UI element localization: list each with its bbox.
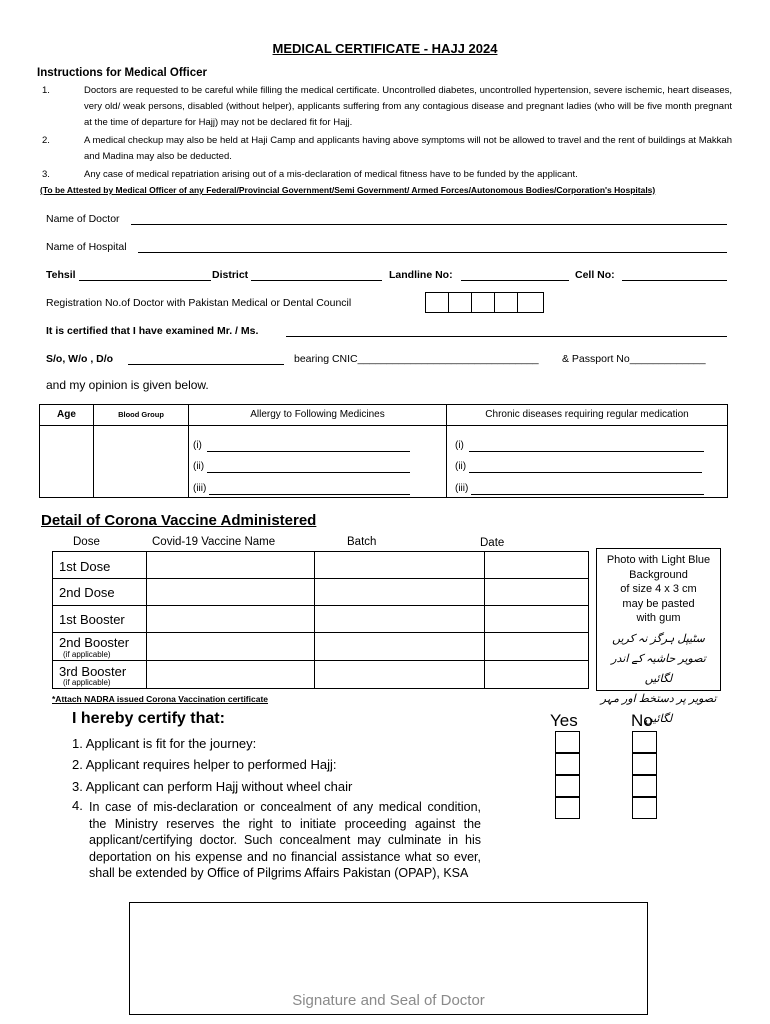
vaccine-name-cell[interactable] (146, 551, 315, 579)
doctor-name-field[interactable] (131, 224, 727, 225)
district-label: District (212, 269, 249, 281)
allergy-header: Allergy to Following Medicines (250, 409, 385, 420)
district-field[interactable] (251, 280, 382, 281)
certify-item-fit: 1. Applicant is fit for the journey: (72, 736, 257, 751)
instruction-number: 1. (42, 85, 50, 96)
dose-label-cell (52, 660, 147, 689)
urdu-instruction-line: تصویر حاشیہ کے اندر لگائیں (611, 653, 706, 685)
chronic-item-number: (i) (455, 440, 464, 451)
dose-label-cell (52, 632, 147, 661)
certify-item-number: 4. (72, 798, 83, 813)
yes-checkbox-wheelchair[interactable] (555, 775, 580, 797)
batch-cell[interactable] (314, 632, 485, 661)
allergy-line-3[interactable] (209, 494, 410, 495)
attestation-note: (To be Attested by Medical Officer of any Federal/Provincial Government/Semi Government/ Armed Forces/Autonomous Bodies/Corporation's Hospitals) (40, 185, 656, 195)
vaccine-name-cell[interactable] (146, 578, 315, 606)
hospital-name-label: Name of Hospital (46, 241, 127, 253)
certify-heading: I hereby certify that: (72, 710, 225, 727)
yes-checkbox-declaration[interactable] (555, 797, 580, 819)
dose-label: 3rd Booster (59, 664, 127, 679)
photo-instructions (597, 553, 720, 626)
instruction-text: Doctors are requested to be careful while filling the medical certificate. Uncontrolled diabetes, uncontrolled hypertension, severe ischemic, heart diseases, very old/ weak persons, disabled (without helper), applicants suffering from any contagious disease and pregnant ladies (who will be five month pregnant at the time of departure for Hajj) may not be declared fit for Hajj. (84, 85, 732, 128)
allergy-item-number: (ii) (193, 461, 205, 472)
chronic-line-1[interactable] (469, 451, 704, 452)
no-checkbox-fit[interactable] (632, 731, 657, 753)
urdu-instruction-line: تصویر پر دستخط اور مہر لگائیں (600, 693, 717, 725)
chronic-cell (446, 425, 728, 498)
chronic-header: Chronic diseases requiring regular medication (485, 409, 689, 420)
yes-checkbox-fit[interactable] (555, 731, 580, 753)
patient-name-field[interactable] (286, 336, 727, 337)
batch-cell[interactable] (314, 605, 485, 633)
dose-label-cell (52, 551, 147, 579)
vaccine-table (52, 551, 589, 689)
certify-item-wheelchair: 3. Applicant can perform Hajj without wheel chair (72, 779, 353, 794)
age-cell[interactable] (39, 425, 94, 498)
batch-column-header: Batch (347, 536, 377, 548)
attach-certificate-note: *Attach NADRA issued Corona Vaccination certificate (52, 694, 269, 704)
vaccine-name-column-header: Covid-19 Vaccine Name (152, 536, 276, 548)
allergy-cell (188, 425, 447, 498)
landline-field[interactable] (461, 280, 569, 281)
date-column-header: Date (480, 537, 505, 549)
hospital-name-field[interactable] (138, 252, 727, 253)
health-table (39, 404, 728, 498)
batch-cell[interactable] (314, 660, 485, 689)
vaccine-heading: Detail of Corona Vaccine Administered (41, 512, 317, 529)
dose-note: (if applicable) (63, 678, 111, 687)
registration-digit-box[interactable] (448, 292, 472, 313)
age-header: Age (57, 409, 76, 420)
allergy-header-cell (188, 404, 447, 426)
registration-label: Registration No.of Doctor with Pakistan Medical or Dental Council (46, 297, 352, 309)
registration-digit-box[interactable] (425, 292, 449, 313)
tehsil-field[interactable] (79, 280, 211, 281)
cnic-field[interactable]: bearing CNIC_______________________________ (294, 353, 539, 365)
no-column-header: No (631, 711, 653, 730)
date-cell[interactable] (484, 660, 589, 689)
date-cell[interactable] (484, 605, 589, 633)
registration-digit-box[interactable] (517, 292, 544, 313)
dose-note: (if applicable) (63, 650, 111, 659)
signature-box[interactable] (129, 902, 648, 1015)
dose-label: 1st Dose (59, 559, 111, 574)
dose-label-cell (52, 605, 147, 633)
certify-item-helper: 2. Applicant requires helper to performed Hajj: (72, 757, 337, 772)
date-cell[interactable] (484, 551, 589, 579)
passport-field[interactable]: & Passport No_____________ (562, 353, 706, 365)
instruction-number: 3. (42, 169, 50, 180)
allergy-line-1[interactable] (207, 451, 410, 452)
registration-number-boxes[interactable] (425, 292, 544, 313)
date-cell[interactable] (484, 632, 589, 661)
chronic-line-3[interactable] (471, 494, 704, 495)
dose-label: 2nd Booster (59, 635, 130, 650)
chronic-item-number: (ii) (455, 461, 467, 472)
instruction-text: A medical checkup may also be held at Haji Camp and applicants having above symptoms will not be allowed to travel and the rent of buildings at Makkah and Madina may also be deducted. (84, 135, 732, 162)
photo-instruction-line: may be pasted (622, 597, 695, 610)
relation-label: S/o, W/o , D/o (46, 353, 114, 365)
chronic-header-cell (446, 404, 728, 426)
dose-label: 1st Booster (59, 612, 125, 627)
allergy-item-number: (iii) (193, 483, 207, 494)
instruction-number: 2. (42, 135, 50, 146)
landline-label: Landline No: (389, 269, 453, 281)
allergy-item-number: (i) (193, 440, 202, 451)
cell-field[interactable] (622, 280, 727, 281)
photo-instruction-line: with gum (636, 612, 681, 624)
batch-cell[interactable] (314, 551, 485, 579)
blood-group-cell[interactable] (93, 425, 189, 498)
vaccine-name-cell[interactable] (146, 605, 315, 633)
opinion-text: and my opinion is given below. (46, 378, 209, 392)
chronic-line-2[interactable] (469, 472, 702, 473)
no-checkbox-wheelchair[interactable] (632, 775, 657, 797)
certify-item-declaration: In case of mis-declaration or concealment of any medical condition, the Ministry reserves the right to initiate proceeding against the applicant/certifying doctor. Such concealment may culminate in his deportation on his expense and no financial assistance what so ever, shall be extended by Office of Pilgrims Affairs Pakistan (OPAP), KSA (89, 800, 481, 880)
age-header-cell (39, 404, 94, 426)
cell-label: Cell No: (575, 269, 615, 281)
tehsil-label: Tehsil (46, 269, 76, 281)
batch-cell[interactable] (314, 578, 485, 606)
dose-label-cell (52, 578, 147, 606)
yes-column-header: Yes (550, 711, 578, 730)
registration-digit-box[interactable] (471, 292, 495, 313)
urdu-instruction-line: سٹیپل ہرگز نہ کریں (612, 633, 705, 645)
chronic-item-number: (iii) (455, 483, 469, 494)
blood-group-header: Blood Group (118, 410, 164, 419)
doctor-name-label: Name of Doctor (46, 213, 120, 225)
dose-label: 2nd Dose (59, 585, 115, 600)
no-checkbox-helper[interactable] (632, 753, 657, 775)
allergy-line-2[interactable] (207, 472, 410, 473)
signature-label: Signature and Seal of Doctor (292, 992, 485, 1009)
yes-checkbox-helper[interactable] (555, 753, 580, 775)
relation-name-field[interactable] (128, 364, 284, 365)
date-cell[interactable] (484, 578, 589, 606)
page-title: MEDICAL CERTIFICATE - HAJJ 2024 (272, 41, 498, 56)
photo-instruction-line: Photo with Light Blue (606, 554, 711, 566)
dose-column-header: Dose (73, 536, 100, 548)
instructions-heading: Instructions for Medical Officer (37, 67, 207, 79)
instruction-text: Any case of medical repatriation arising out of a mis-declaration of medical fitness have to be funded by the applicant. (84, 169, 578, 180)
vaccine-name-cell[interactable] (146, 632, 315, 661)
certified-examined-label: It is certified that I have examined Mr. / Ms. (46, 325, 259, 337)
photo-instruction-line: of size 4 x 3 cm (620, 583, 697, 595)
photo-urdu-instructions (597, 629, 720, 729)
photo-instruction-line: Background (629, 568, 688, 581)
no-checkbox-declaration[interactable] (632, 797, 657, 819)
vaccine-name-cell[interactable] (146, 660, 315, 689)
blood-group-header-cell (93, 404, 189, 426)
registration-digit-box[interactable] (494, 292, 518, 313)
